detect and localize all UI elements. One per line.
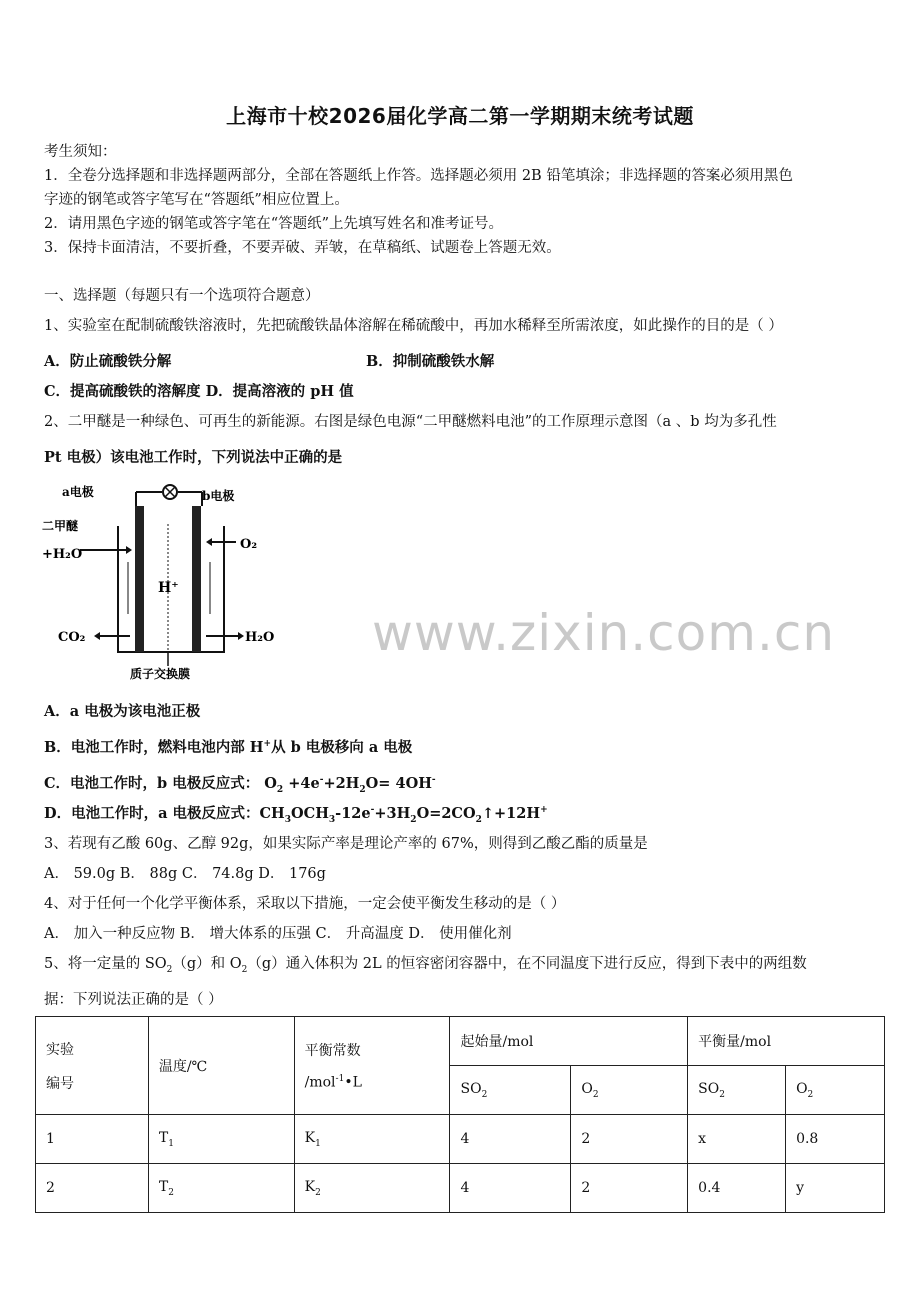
header-constant	[294, 1017, 450, 1115]
subscript: 2	[475, 814, 482, 825]
text: +2H	[323, 775, 360, 792]
question-2-option-a: A．a 电极为该电池正极	[44, 703, 201, 720]
water-in-label: +H₂O	[42, 547, 83, 562]
cell	[148, 1164, 294, 1213]
text: D．电池工作时，a 电极反应式：CH	[44, 805, 285, 822]
b-electrode-label: b电极	[202, 489, 235, 503]
superscript: -	[370, 805, 375, 816]
text: K	[304, 1129, 316, 1146]
cell: 2	[571, 1115, 688, 1164]
superscript: +	[263, 739, 272, 750]
header-equilibrium: 平衡量/mol	[688, 1017, 885, 1066]
superscript: +	[540, 805, 548, 816]
subheader-o2	[786, 1066, 885, 1115]
subscript: 2	[276, 784, 284, 795]
page-title: 上海市十校2026届化学高二第一学期期末统考试题	[226, 104, 694, 128]
oxygen-label: O₂	[240, 537, 258, 552]
text: +4e	[283, 775, 320, 792]
header-text: 实验	[46, 1041, 74, 1058]
subscript: 2	[315, 1187, 321, 1198]
notice-item-1: 1．全卷分选择题和非选择题两部分，全部在答题纸上作答。选择题必须用 2B 铅笔填涂；非选择题的答案必须用黑色	[44, 168, 793, 184]
text: SO	[460, 1080, 482, 1097]
table-header-row	[36, 1017, 885, 1066]
text: +3H	[374, 805, 411, 822]
question-5-stem-cont: 据：下列说法正确的是（ ）	[44, 992, 223, 1008]
question-2-option-d	[44, 802, 548, 825]
cell: 2	[571, 1164, 688, 1213]
a-electrode-label: a电极	[62, 485, 94, 499]
text: T	[158, 1178, 169, 1195]
text: O	[796, 1080, 808, 1097]
header-temperature: 温度/℃	[148, 1017, 294, 1115]
text: SO	[698, 1080, 720, 1097]
header-initial: 起始量/mol	[450, 1017, 688, 1066]
question-1-option-a	[44, 350, 171, 371]
text: B．电池工作时，燃料电池内部 H	[44, 739, 264, 756]
text: 5、将一定量的 SO	[44, 956, 167, 972]
text: /mol	[304, 1074, 336, 1091]
notice-heading: 考生须知：	[44, 144, 117, 160]
cell: x	[688, 1115, 786, 1164]
question-4-options: A． 加入一种反应物 B． 增大体系的压强 C． 升高温度 D． 使用催化剂	[44, 926, 512, 942]
question-2-stem-cont: Pt 电极）该电池工作时，下列说法中正确的是	[44, 449, 343, 466]
superscript: -	[319, 775, 324, 786]
text: OCH	[291, 805, 329, 822]
table-row	[36, 1115, 885, 1164]
subscript: 1	[315, 1138, 321, 1149]
option-text: A．防止硫酸铁分解	[44, 353, 172, 370]
cell: 0.4	[688, 1164, 786, 1213]
header-text: 编号	[46, 1075, 74, 1092]
cell: 2	[36, 1164, 149, 1213]
fuel-cell-diagram	[40, 484, 280, 682]
section-heading: 一、选择题（每题只有一个选项符合题意）	[44, 288, 320, 304]
cell: y	[786, 1164, 885, 1213]
text: K	[304, 1178, 316, 1195]
question-2-option-c	[44, 772, 436, 795]
question-2-stem: 2、二甲醚是一种绿色、可再生的新能源。右图是绿色电源“二甲醚燃料电池”的工作原理示意图（a 、b 均为多孔性	[44, 414, 777, 430]
subheader-so2	[688, 1066, 786, 1115]
proton-label: H⁺	[158, 580, 179, 596]
question-2-option-b	[44, 736, 412, 757]
b-electrode	[192, 506, 201, 652]
text: O= 4OH	[365, 775, 432, 792]
text: 从 b 电极移向 a 电极	[271, 739, 413, 756]
water-out-label: H₂O	[245, 630, 275, 645]
subscript: 2	[719, 1089, 725, 1100]
cell	[294, 1164, 450, 1213]
text: （g）通入体积为 2L 的恒容密闭容器中，在不同温度下进行反应，得到下表中的两组数	[247, 956, 807, 972]
subscript: 2	[241, 964, 248, 975]
subheader-so2	[450, 1066, 571, 1115]
subscript: 2	[410, 814, 417, 825]
question-5-stem	[44, 952, 807, 975]
question-1-stem: 1、实验室在配制硫酸铁溶液时，先把硫酸铁晶体溶解在稀硫酸中，再加水稀释至所需浓度，如此操作的目的是（ ）	[44, 318, 783, 334]
a-electrode	[135, 506, 144, 652]
cell: 4	[450, 1115, 571, 1164]
text: C．电池工作时，b 电极反应式： O	[44, 775, 277, 792]
text: （g）和 O	[172, 956, 242, 972]
text: O	[581, 1080, 593, 1097]
superscript: -1	[335, 1074, 345, 1085]
text: O=2CO	[416, 805, 476, 822]
question-3-stem: 3、若现有乙酸 60g、乙醇 92g，如果实际产率是理论产率的 67%，则得到乙酸乙酯的质量是	[44, 836, 648, 852]
notice-item-3: 3．保持卡面清洁，不要折叠，不要弄破、弄皱，在草稿纸、试题卷上答题无效。	[44, 240, 561, 256]
cell: 4	[450, 1164, 571, 1213]
question-4-stem: 4、对于任何一个化学平衡体系，采取以下措施，一定会使平衡发生移动的是（ ）	[44, 896, 566, 912]
subscript: 2	[168, 1187, 174, 1198]
subscript: 3	[328, 814, 336, 825]
header-experiment	[36, 1017, 149, 1115]
question-1-option-cd: C．提高硫酸铁的溶解度 D．提高溶液的 pH 值	[44, 383, 354, 400]
notice-item-1-cont: 字迹的钢笔或答字笔写在“答题纸”相应位置上。	[44, 192, 349, 208]
cell	[148, 1115, 294, 1164]
subscript: 1	[168, 1138, 174, 1149]
text: ↑+12H	[481, 805, 541, 822]
header-unit	[305, 1074, 450, 1091]
subscript: 3	[284, 814, 292, 825]
cell: 0.8	[786, 1115, 885, 1164]
watermark: www.zixin.com.cn	[372, 604, 836, 662]
table-row	[36, 1164, 885, 1213]
text: T	[158, 1129, 169, 1146]
subscript: 2	[359, 784, 366, 795]
text: •L	[344, 1074, 362, 1091]
text: -12e	[335, 805, 371, 822]
co2-label: CO₂	[58, 630, 86, 645]
subscript: 2	[592, 1089, 599, 1100]
membrane-label: 质子交换膜	[130, 667, 191, 681]
cell: 1	[36, 1115, 149, 1164]
question-3-options: A． 59.0g B． 88g C． 74.8g D． 176g	[44, 866, 326, 882]
cell	[294, 1115, 450, 1164]
fuel-label: 二甲醚	[42, 519, 79, 533]
superscript: -	[431, 775, 436, 786]
subscript: 2	[481, 1089, 488, 1100]
subscript: 2	[166, 964, 173, 975]
data-table	[35, 1016, 885, 1213]
subscript: 2	[807, 1089, 814, 1100]
notice-item-2: 2．请用黑色字迹的钢笔或答字笔在“答题纸”上先填写姓名和准考证号。	[44, 216, 504, 232]
subheader-o2	[571, 1066, 688, 1115]
question-1-option-b: B．抑制硫酸铁水解	[366, 353, 495, 370]
header-text: 平衡常数	[304, 1043, 361, 1060]
